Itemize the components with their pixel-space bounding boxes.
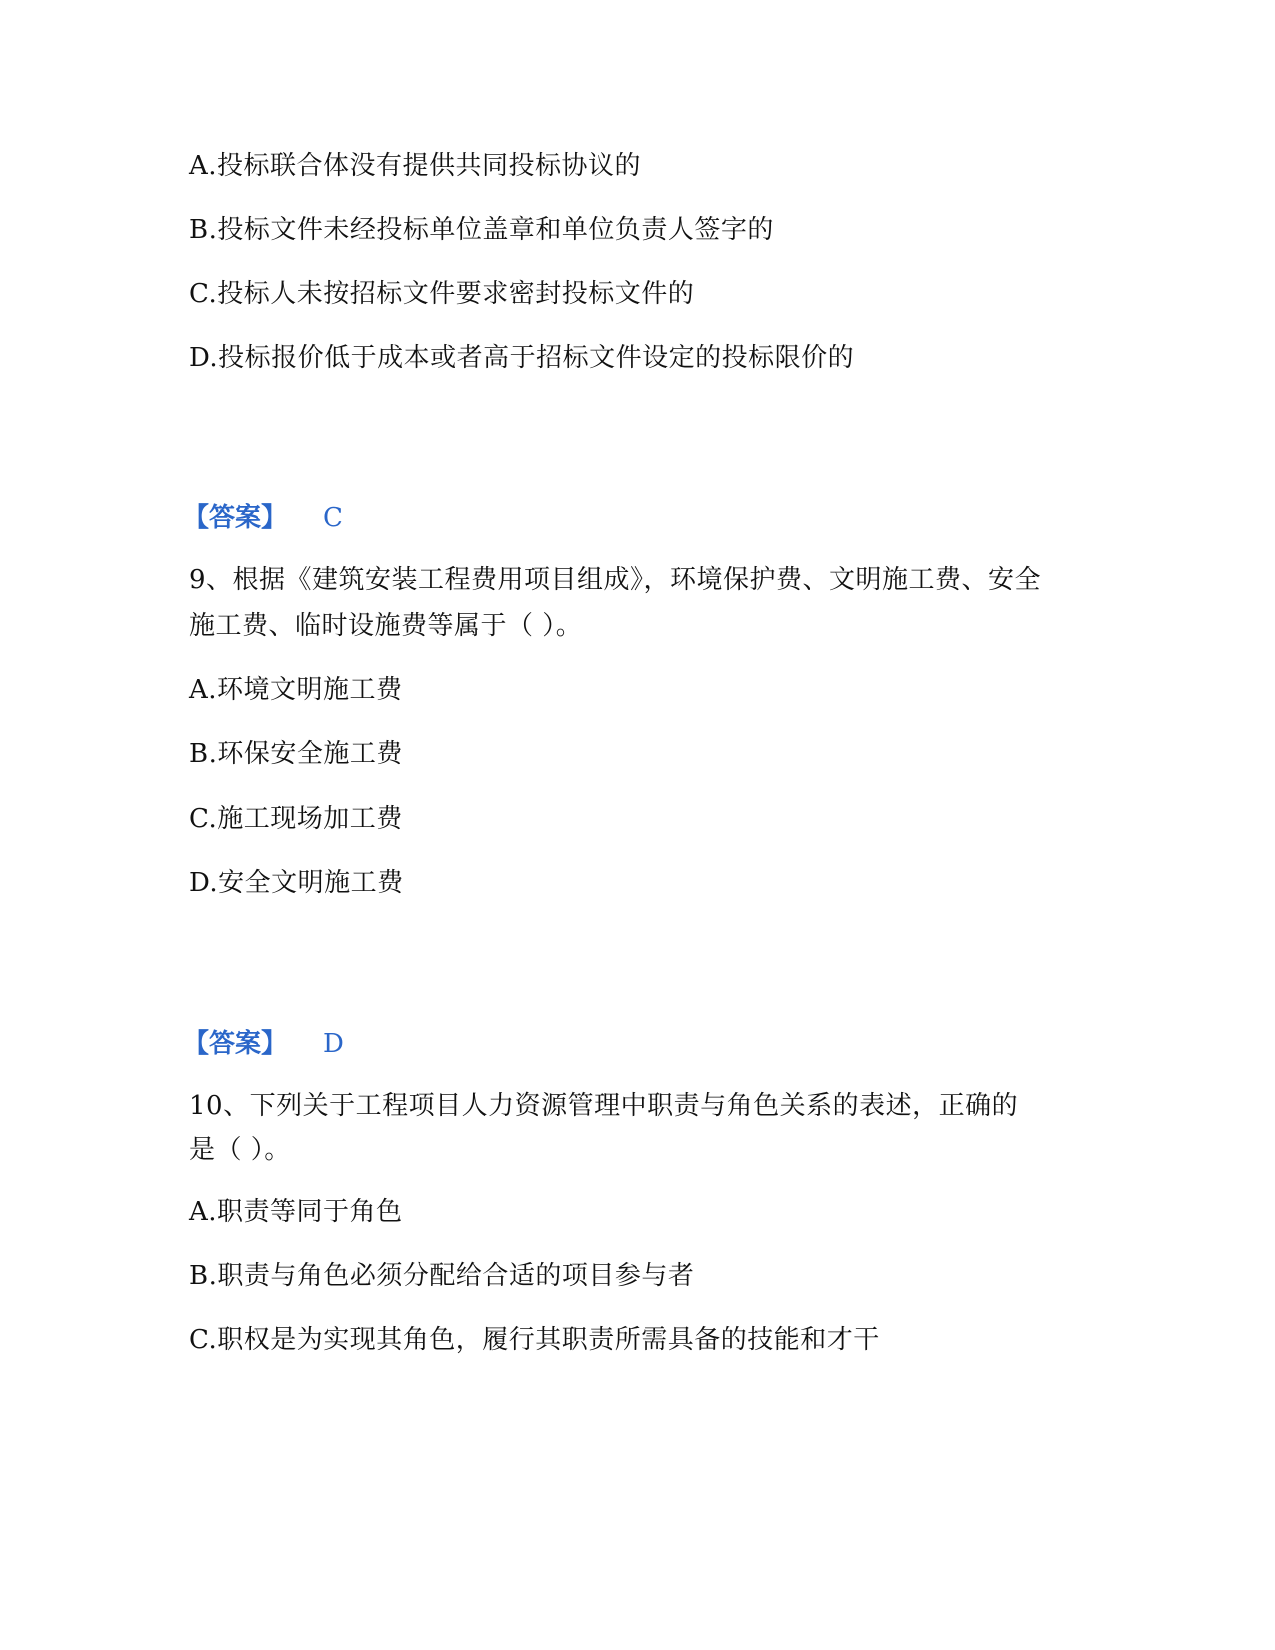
q10-option-c: C.职权是为实现其角色，履行其职责所需具备的技能和才干 xyxy=(189,1325,880,1355)
q8-option-b: B.投标文件未经投标单位盖章和单位负责人签字的 xyxy=(189,215,774,245)
answer-value: D xyxy=(323,1029,344,1059)
q8-option-c: C.投标人未按招标文件要求密封投标文件的 xyxy=(189,279,695,309)
q9-option-c: C.施工现场加工费 xyxy=(189,804,403,834)
q9-option-b: B.环保安全施工费 xyxy=(189,739,403,769)
answer-value: C xyxy=(323,503,343,533)
q9-answer xyxy=(183,1026,344,1062)
answer-label: 【答案】 xyxy=(183,1029,288,1059)
q10-stem-line-2: 是（ ）。 xyxy=(189,1135,291,1165)
q9-stem-line-2: 施工费、临时设施费等属于（ ）。 xyxy=(189,611,583,641)
q9-stem-line-1: 9、根据《建筑安装工程费用项目组成》，环境保护费、文明施工费、安全 xyxy=(189,565,1042,595)
answer-label: 【答案】 xyxy=(183,503,288,533)
q10-option-a: A.职责等同于角色 xyxy=(189,1197,403,1227)
q9-option-a: A.环境文明施工费 xyxy=(189,675,403,705)
q10-stem-line-1: 10、下列关于工程项目人力资源管理中职责与角色关系的表述，正确的 xyxy=(189,1091,1019,1121)
q10-option-b: B.职责与角色必须分配给合适的项目参与者 xyxy=(189,1261,695,1291)
q8-answer xyxy=(183,500,343,536)
q8-option-a: A.投标联合体没有提供共同投标协议的 xyxy=(189,151,642,181)
q8-option-d: D.投标报价低于成本或者高于招标文件设定的投标限价的 xyxy=(189,343,855,373)
q9-option-d: D.安全文明施工费 xyxy=(189,868,404,898)
